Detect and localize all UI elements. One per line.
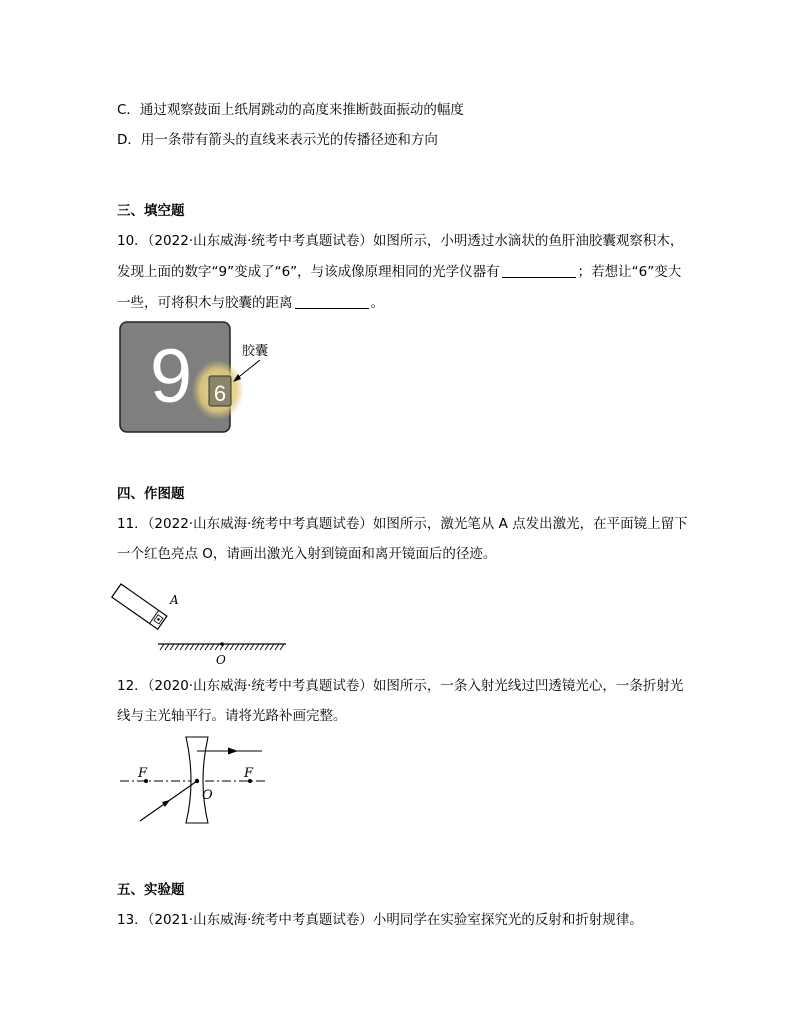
- question-13-line-1: 13．（2021·山东威海·统考中考真题试卷）小明同学在实验室探究光的反射和折射规律。: [117, 912, 643, 928]
- hatch-mark: [240, 644, 244, 650]
- question-12-line-2: 线与主光轴平行。请将光路补画完整。: [117, 708, 347, 724]
- hatch-mark: [225, 644, 229, 650]
- question-11-line-1: 11．（2022·山东威海·统考中考真题试卷）如图所示，激光笔从 A 点发出激光，在平面镜上留下: [117, 516, 688, 532]
- hatch-mark: [250, 644, 254, 650]
- hatch-mark: [280, 644, 284, 650]
- hatch-mark: [200, 644, 204, 650]
- question-10-line-1: 10．（2022·山东威海·统考中考真题试卷）如图所示，小明透过水滴状的鱼肝油胶囊观察积木，: [117, 233, 684, 249]
- hatch-mark: [170, 644, 174, 650]
- hatch-mark: [160, 644, 164, 650]
- point-o: [220, 642, 224, 646]
- hatch-mark: [210, 644, 214, 650]
- hatch-mark: [190, 644, 194, 650]
- capsule-label: 胶囊: [242, 344, 269, 359]
- digit-nine: 9: [149, 334, 193, 419]
- answer-blank-1[interactable]: [502, 263, 576, 278]
- hatch-mark: [185, 644, 189, 650]
- option-d: D．用一条带有箭头的直线来表示光的传播径迹和方向: [117, 132, 438, 148]
- label-point-o: O: [216, 653, 226, 667]
- hatch-mark: [265, 644, 269, 650]
- question-11-line-2: 一个红色亮点 O，请画出激光入射到镜面和离开镜面后的径迹。: [117, 546, 497, 562]
- hatch-mark: [275, 644, 279, 650]
- section-heading-experiment: 五、实验题: [117, 882, 185, 898]
- hatch-mark: [260, 644, 264, 650]
- laser-pen: [112, 584, 167, 629]
- refracted-ray-arrowhead: [228, 748, 238, 755]
- digit-six: 6: [213, 381, 227, 406]
- option-c: C．通过观察鼓面上纸屑跳动的高度来推断鼓面振动的幅度: [117, 102, 464, 118]
- question-12-line-1: 12．（2020·山东威海·统考中考真题试卷）如图所示，一条入射光线过凹透镜光心，一条折射光: [117, 678, 684, 694]
- hatch-mark: [195, 644, 199, 650]
- label-f-right: F: [244, 766, 254, 781]
- capsule-figure: [118, 320, 288, 436]
- hatch-mark: [270, 644, 274, 650]
- question-10-text-3a: 一些，可将积木与胶囊的距离: [117, 295, 293, 311]
- question-10-text-2a: 发现上面的数字“9”变成了“6”，与该成像原理相同的光学仪器有: [117, 264, 500, 280]
- question-10-line-3: [117, 293, 384, 313]
- hatch-mark: [175, 644, 179, 650]
- label-o: O: [202, 788, 213, 803]
- laser-mirror-figure: [118, 570, 298, 670]
- label-f-left: F: [138, 766, 148, 781]
- answer-blank-2[interactable]: [295, 294, 369, 309]
- section-heading-drawing: 四、作图题: [117, 486, 185, 502]
- hatch-mark: [230, 644, 234, 650]
- hatch-mark: [255, 644, 259, 650]
- hatch-mark: [215, 644, 219, 650]
- hatch-mark: [165, 644, 169, 650]
- section-heading-fill-in: 三、填空题: [117, 203, 185, 219]
- concave-lens-figure: [118, 735, 278, 827]
- hatch-mark: [245, 644, 249, 650]
- hatch-mark: [235, 644, 239, 650]
- question-10-text-3b: 。: [370, 295, 384, 311]
- label-point-a: A: [170, 593, 179, 607]
- hatch-mark: [180, 644, 184, 650]
- question-10-line-2: [117, 262, 681, 282]
- incident-ray-arrowhead: [162, 800, 170, 807]
- hatch-mark: [205, 644, 209, 650]
- question-10-text-2b: ；若想让“6”变大: [577, 264, 682, 280]
